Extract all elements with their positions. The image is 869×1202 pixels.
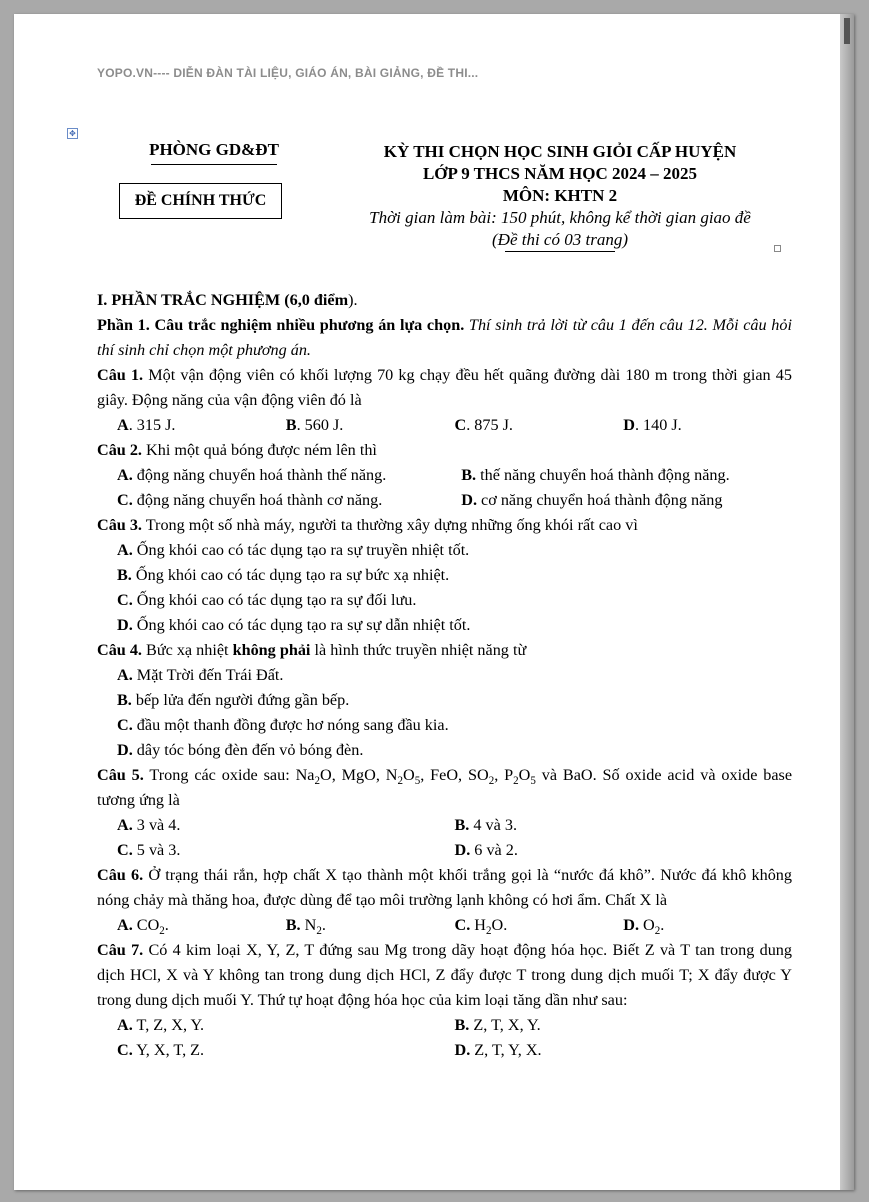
- grade-year: LỚP 9 THCS NĂM HỌC 2024 – 2025: [422, 164, 698, 183]
- option-c: C. động năng chuyển hoá thành cơ năng.: [117, 491, 383, 509]
- question-3: Câu 3. Trong một số nhà máy, người ta thường xây dựng những ống khói rất cao vì: [97, 516, 638, 534]
- option-b: B. $N_2$.: [285, 916, 326, 938]
- document-page: [14, 14, 854, 1190]
- option-d: D. 6 và 2.: [454, 841, 518, 859]
- option-c: C. đầu một thanh đồng được hơ nóng sang đầu kia.: [117, 716, 449, 734]
- divider: [505, 251, 615, 252]
- exam-content: [97, 288, 792, 1063]
- option-c: C. 5 và 3.: [117, 841, 181, 859]
- option-b: B. Ống khói cao có tác dụng tạo ra sự bức xạ nhiệt.: [117, 566, 450, 584]
- exam-title: KỲ THI CHỌN HỌC SINH GIỎI CẤP HUYỆN: [383, 142, 737, 161]
- option-a: A. Ống khói cao có tác dụng tạo ra sự truyền nhiệt tốt.: [117, 541, 470, 559]
- scrollbar[interactable]: [840, 14, 854, 1190]
- department-block: [114, 140, 314, 165]
- options-row: [97, 1038, 792, 1063]
- option-a: A. Mặt Trời đến Trái Đất.: [117, 666, 284, 684]
- formatting-mark-icon: [774, 245, 781, 252]
- option-a: A. T, Z, X, Y.: [117, 1016, 205, 1034]
- option-b: B. thế năng chuyển hoá thành động năng.: [461, 466, 730, 484]
- option-d: D. $O_2$.: [623, 916, 665, 938]
- question-6: Câu 6. Ở trạng thái rắn, hợp chất X tạo thành một khối trắng gọi là “nước đá khô”. Nước đá khô không nóng chảy mà thăng hoa, được dùng để tạo môi trường lạnh không có hơi ẩm. Chất X là: [97, 866, 792, 909]
- options-row: [97, 1013, 792, 1038]
- option-b: B. 4 và 3.: [454, 816, 518, 834]
- question-4: Câu 4. Bức xạ nhiệt không phải là hình thức truyền nhiệt năng từ: [97, 641, 527, 659]
- divider: [151, 164, 277, 165]
- options-row: [97, 463, 792, 488]
- section-title: I. PHẦN TRẮC NGHIỆM (6,0 điểm).: [97, 291, 358, 309]
- subject: MÔN: KHTN 2: [502, 186, 618, 205]
- time-limit: Thời gian làm bài: 150 phút, không kể thời gian giao đề: [369, 208, 751, 227]
- question-5: Câu 5. Trong các oxide sau: $Na_2O$, MgO, $N_2O_5$, FeO, $SO_2$, $P_2O_5$ và BaO. Số oxide acid và oxide base tương ứng là: [97, 766, 793, 809]
- option-b: B. Z, T, X, Y.: [454, 1016, 541, 1034]
- option-b: B. bếp lửa đến người đứng gần bếp.: [117, 691, 350, 709]
- option-a: A. động năng chuyển hoá thành thế năng.: [117, 466, 387, 484]
- option-c: C. 875 J.: [454, 416, 513, 434]
- table-move-handle-icon[interactable]: ✥: [67, 128, 78, 139]
- option-d: D. Z, T, Y, X.: [454, 1041, 542, 1059]
- option-a: A. 315 J.: [117, 416, 176, 434]
- official-stamp: ĐỀ CHÍNH THỨC: [119, 183, 282, 219]
- option-c: C. $H_2O$.: [454, 916, 508, 938]
- option-c: C. Y, X, T, Z.: [117, 1041, 205, 1059]
- part-heading: Phần 1. Câu trắc nghiệm nhiều phương án lựa chọn. Thí sinh trả lời từ câu 1 đến câu 12. Mỗi câu hỏi thí sinh chỉ chọn một phương án.: [97, 316, 792, 359]
- options-row: [97, 838, 792, 863]
- option-d: D. 140 J.: [623, 416, 682, 434]
- options-row: [97, 913, 792, 938]
- option-d: D. dây tóc bóng đèn đến vỏ bóng đèn.: [117, 741, 364, 759]
- option-a: A. $CO_2$.: [117, 916, 169, 938]
- option-c: C. Ống khói cao có tác dụng tạo ra sự đối lưu.: [117, 591, 417, 609]
- options-row: [97, 413, 792, 438]
- page-count: (Đề thi có 03 trang): [492, 230, 628, 249]
- option-d: D. cơ năng chuyển hoá thành động năng: [461, 491, 723, 509]
- option-b: B. 560 J.: [285, 416, 344, 434]
- option-a: A. 3 và 4.: [117, 816, 181, 834]
- watermark-header: YOPO.VN---- DIỄN ĐÀN TÀI LIỆU, GIÁO ÁN, BÀI GIẢNG, ĐỀ THI...: [97, 66, 479, 80]
- option-d: D. Ống khói cao có tác dụng tạo ra sự sự dẫn nhiệt tốt.: [117, 616, 471, 634]
- question-1: Câu 1. Một vận động viên có khối lượng 70 kg chạy đều hết quãng đường dài 180 m trong thời gian 45 giây. Động năng của vận động viên đó là: [97, 366, 792, 409]
- options-row: [97, 488, 792, 513]
- exam-header: [344, 141, 776, 252]
- question-2: Câu 2. Khi một quả bóng được ném lên thì: [97, 441, 377, 459]
- department-name: PHÒNG GD&ĐT: [149, 140, 279, 159]
- options-row: [97, 813, 792, 838]
- question-7: Câu 7. Có 4 kim loại X, Y, Z, T đứng sau Mg trong dãy hoạt động hóa học. Biết Z và T tan trong dung dịch HCl, X và Y không tan trong dung dịch HCl, Z đẩy được T trong dung dịch muối T; X đẩy được Y trong dung dịch muối Y. Thứ tự hoạt động hóa học của kim loại tăng dần như sau:: [97, 941, 792, 1009]
